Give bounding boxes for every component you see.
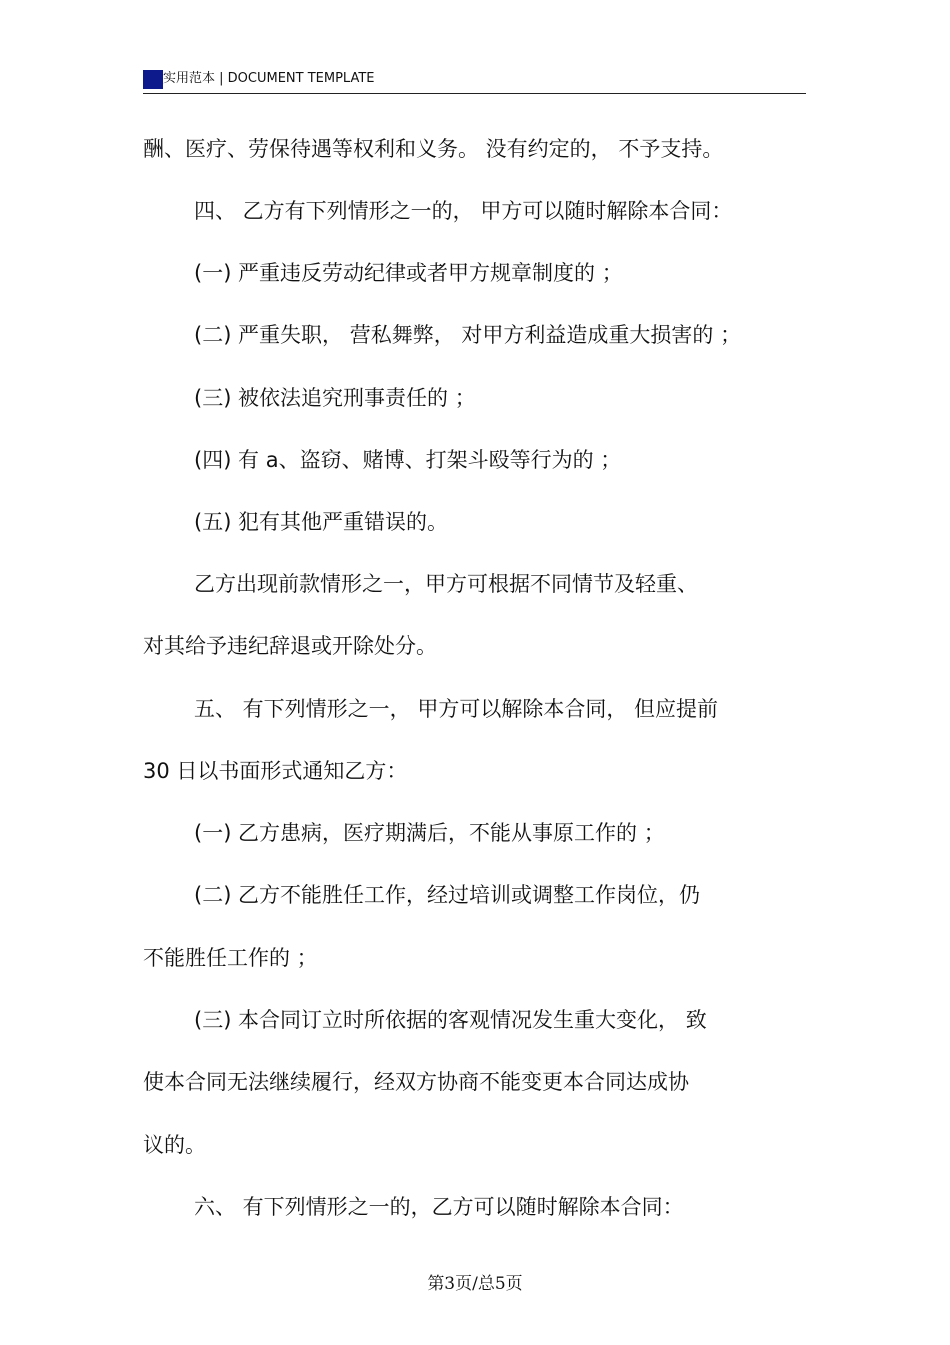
- text-line-13: (二) 乙方不能胜任工作，经过培训或调整工作岗位，仍: [194, 883, 701, 907]
- text-line-6: (四) 有 a、盗窃、赌博、打架斗殴等行为的 ；: [194, 448, 622, 472]
- page-header: [143, 70, 806, 94]
- text-line-8: 乙方出现前款情形之一，甲方可根据不同情节及轻重、: [194, 572, 698, 596]
- text-line-7: (五) 犯有其他严重错误的。: [194, 510, 449, 534]
- text-line-16: 使本合同无法继续履行，经双方协商不能变更本合同达成协: [143, 1070, 689, 1094]
- text-line-10: 五、 有下列情形之一， 甲方可以解除本合同， 但应提前: [194, 697, 719, 721]
- text-line-14: 不能胜任工作的 ；: [143, 946, 318, 970]
- text-line-11: 30 日以书面形式通知乙方：: [143, 759, 408, 783]
- header-logo-square: [143, 70, 163, 89]
- text-line-5: (三) 被依法追究刑事责任的 ；: [194, 386, 476, 410]
- text-line-18: 六、 有下列情形之一的，乙方可以随时解除本合同：: [194, 1195, 684, 1219]
- text-line-1: 酬、医疗、劳保待遇等权利和义务。 没有约定的， 不予支持。: [143, 137, 724, 161]
- text-line-3: (一) 严重违反劳动纪律或者甲方规章制度的 ；: [194, 261, 623, 285]
- text-line-4: (二) 严重失职， 营私舞弊， 对甲方利益造成重大损害的 ；: [194, 323, 742, 347]
- text-line-2: 四、 乙方有下列情形之一的， 甲方可以随时解除本合同：: [194, 199, 733, 223]
- text-line-17: 议的。: [143, 1133, 206, 1157]
- text-line-9: 对其给予违纪辞退或开除处分。: [143, 634, 437, 658]
- text-line-15: (三) 本合同订立时所依据的客观情况发生重大变化， 致: [194, 1008, 707, 1032]
- header-label: 实用范本 | DOCUMENT TEMPLATE: [163, 71, 375, 86]
- page-number: 第3页/总5页: [427, 1274, 523, 1294]
- text-line-12: (一) 乙方患病，医疗期满后，不能从事原工作的 ；: [194, 821, 665, 845]
